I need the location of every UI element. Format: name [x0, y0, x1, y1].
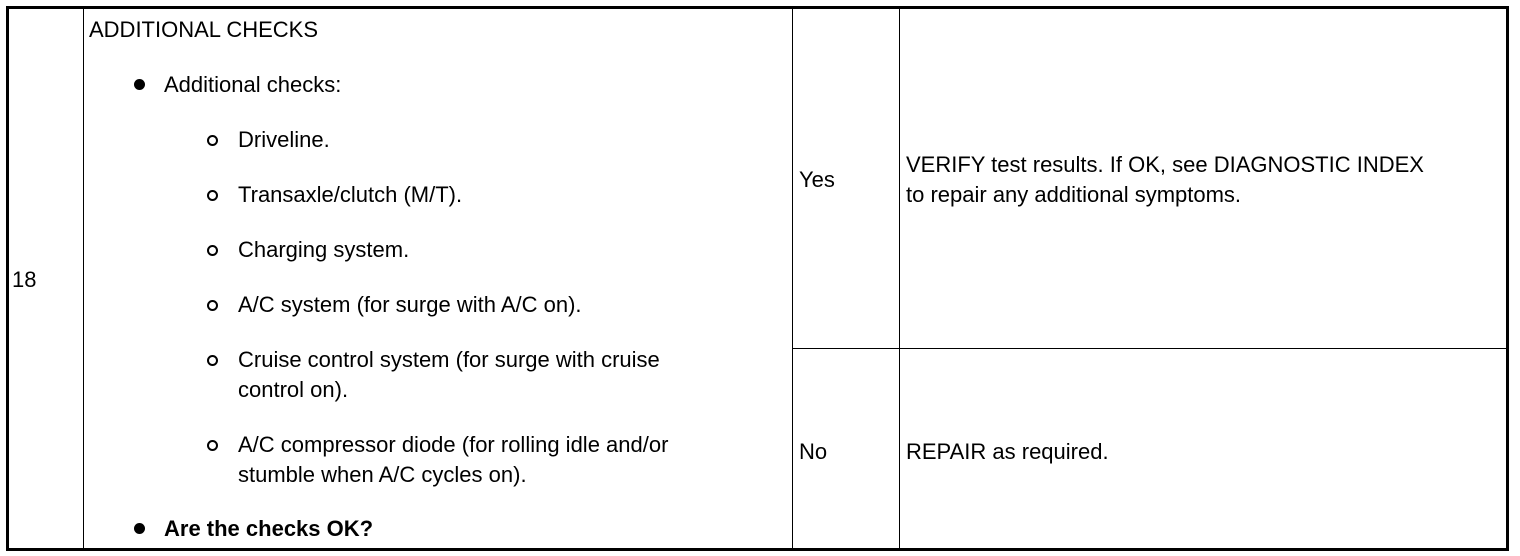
intro-bullet-text: Additional checks: [164, 72, 342, 97]
bullet-icon [134, 79, 145, 90]
step-number: 18 [12, 267, 37, 292]
sub-item-line: A/C compressor diode (for rolling idle and/or [238, 432, 669, 457]
bullet-icon [134, 523, 145, 534]
sub-item: Charging system. [238, 237, 410, 262]
sub-bullet-icon [207, 190, 218, 201]
result-answer-yes: Yes [799, 167, 835, 192]
result-action-yes-line: to repair any additional symptoms. [906, 182, 1242, 207]
sub-item: A/C system (for surge with A/C on). [238, 292, 582, 317]
sub-bullet-icon [207, 300, 218, 311]
row-divider-yes-no [792, 348, 1506, 349]
question-text: Are the checks OK? [164, 516, 374, 541]
sub-bullet-icon [207, 245, 218, 256]
column-divider-step [83, 9, 84, 548]
sub-item-line: control on). [238, 377, 349, 402]
sub-bullet-icon [207, 355, 218, 366]
sub-item: Driveline. [238, 127, 330, 152]
sub-bullet-icon [207, 135, 218, 146]
result-action-yes-line: VERIFY test results. If OK, see DIAGNOSTIC INDEX [906, 152, 1424, 177]
result-answer-no: No [799, 439, 828, 464]
sub-item-line: stumble when A/C cycles on). [238, 462, 527, 487]
test-heading: ADDITIONAL CHECKS [89, 17, 319, 42]
sub-bullet-icon [207, 440, 218, 451]
column-divider-test [792, 9, 793, 548]
sub-item-line: Cruise control system (for surge with cruise [238, 347, 660, 372]
sub-item: Transaxle/clutch (M/T). [238, 182, 463, 207]
column-divider-result [899, 9, 900, 548]
diagnostic-step-table [6, 6, 1509, 551]
result-action-no-line: REPAIR as required. [906, 439, 1109, 464]
